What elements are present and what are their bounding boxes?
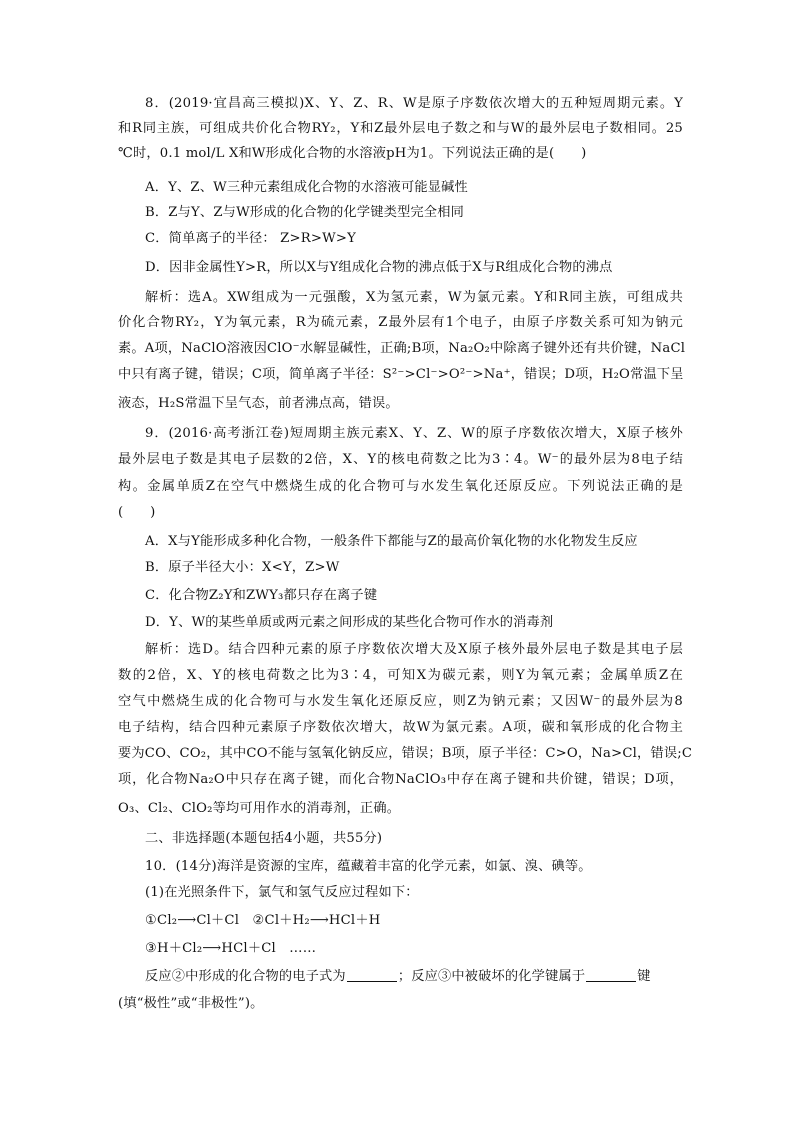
q8-analysis-line-4: 中只有离子键，错误；C项，简单离子半径：S²⁻>Cl⁻>O²⁻>Na⁺，错误；D项，H₂O常温下呈 [118,367,684,382]
q9-analysis-line-6: 项，化合物Na₂O中只存在离子键，而化合物NaClO₃中存在离子键和共价键，错误；D项， [118,772,683,787]
q9-analysis-line-4: 电子结构，结合四种元素原子序数依次增大，故W为氯元素。A项，碳和氧形成的化合物主 [118,720,683,735]
q8-option-c: C．简单离子的半径： Z>R>W>Y [145,231,357,246]
q10-fill-line [145,966,683,988]
q10-fill-hint: (填“极性”或“非极性”)。 [118,996,264,1011]
q8-option-d: D．因非金属性Y>R，所以X与Y组成化合物的沸点低于X与R组成化合物的沸点 [145,260,613,275]
q8-analysis-line-3: 素。A项，NaClO溶液因ClO⁻水解显碱性，正确;B项，Na₂O₂中除离子键外还有共价键，NaCl [118,341,686,356]
q8-stem-line-1: 8．(2019·宜昌高三模拟)X、Y、Z、R、W是原子序数依次增大的五种短周期元素。Y [145,96,683,111]
q9-option-c: C．化合物Z₂Y和ZWY₃都只存在离子键 [145,588,378,603]
q9-stem-line-3: 构。金属单质Z在空气中燃烧生成的化合物可与水发生氧化还原反应。下列说法正确的是 [118,479,683,494]
q9-option-a: A．X与Y能形成多种化合物，一般条件下都能与Z的最高价氧化物的水化物发生反应 [145,534,638,549]
q8-option-b: B．Z与Y、Z与W形成的化合物的化学键类型完全相同 [145,205,465,220]
answer-blank-2[interactable] [586,967,636,982]
q9-stem-line-4: ( ) [118,505,156,520]
q9-stem-line-1: 9．(2016·高考浙江卷)短周期主族元素X、Y、Z、W的原子序数依次增大，X原子核外 [145,426,683,441]
answer-blank-1[interactable] [347,967,397,982]
q10-sub1: (1)在光照条件下，氯气和氢气反应过程如下： [145,885,419,900]
q9-analysis-line-1: 解析：选D。结合四种元素的原子序数依次增大及X原子核外最外层电子数是其电子层 [145,642,683,657]
q10-fill-text-b: ；反应③中被破坏的化学键属于 [397,969,586,984]
q8-analysis-line-5: 液态，H₂S常温下呈气态，前者沸点高，错误。 [118,396,399,411]
q8-analysis-line-2: 价化合物RY₂，Y为氧元素，R为硫元素，Z最外层有1个电子，由原子序数关系可知为钠元 [118,315,683,330]
q9-stem-line-2: 最外层电子数是其电子层数的2倍，X、Y的核电荷数之比为3∶4。W⁻的最外层为8电子结 [118,452,683,467]
q9-analysis-line-7: O₃、Cl₂、ClO₂等均可用作水的消毒剂，正确。 [118,801,401,816]
q9-option-b: B．原子半径大小：X<Y，Z>W [145,560,340,575]
q9-analysis-line-2: 数的2倍，X、Y的核电荷数之比为3∶4，可知X为碳元素，则Y为氧元素；金属单质Z在 [118,668,683,683]
q9-option-d: D．Y、W的某些单质或两元素之间形成的某些化合物可作水的消毒剂 [145,615,554,630]
q10-reaction-line-2: ③H＋Cl₂⟶HCl＋Cl …… [145,941,317,956]
q10-fill-text-a: 反应②中形成的化合物的电子式为 [145,969,346,984]
q8-stem-line-3: ℃时，0.1 mol/L X和W形成化合物的水溶液pH为1。下列说法正确的是( ) [118,146,587,161]
q10-fill-text-c: 键 [637,969,651,984]
section-heading: 二、非选择题(本题包括4小题，共55分) [145,831,383,846]
q10-stem: 10．(14分)海洋是资源的宝库，蕴藏着丰富的化学元素，如氯、溴、碘等。 [145,859,592,874]
q8-option-a: A．Y、Z、W三种元素组成化合物的水溶液可能显碱性 [145,180,468,195]
q10-reaction-line-1: ①Cl₂⟶Cl＋Cl ②Cl＋H₂⟶HCl＋H [145,913,381,928]
q9-analysis-line-3: 空气中燃烧生成的化合物可与水发生氧化还原反应，则Z为钠元素；又因W⁻的最外层为8 [118,694,683,709]
q9-analysis-line-5: 要为CO、CO₂，其中CO不能与氢氧化钠反应，错误；B项，原子半径：C>O，Na>Cl，错误;C [118,746,693,761]
q8-stem-line-2: 和R同主族，可组成共价化合物RY₂，Y和Z最外层电子数之和与W的最外层电子数相同。25 [118,121,683,136]
q8-analysis-line-1: 解析：选A。XW组成为一元强酸，X为氢元素，W为氯元素。Y和R同主族，可组成共 [145,290,683,305]
